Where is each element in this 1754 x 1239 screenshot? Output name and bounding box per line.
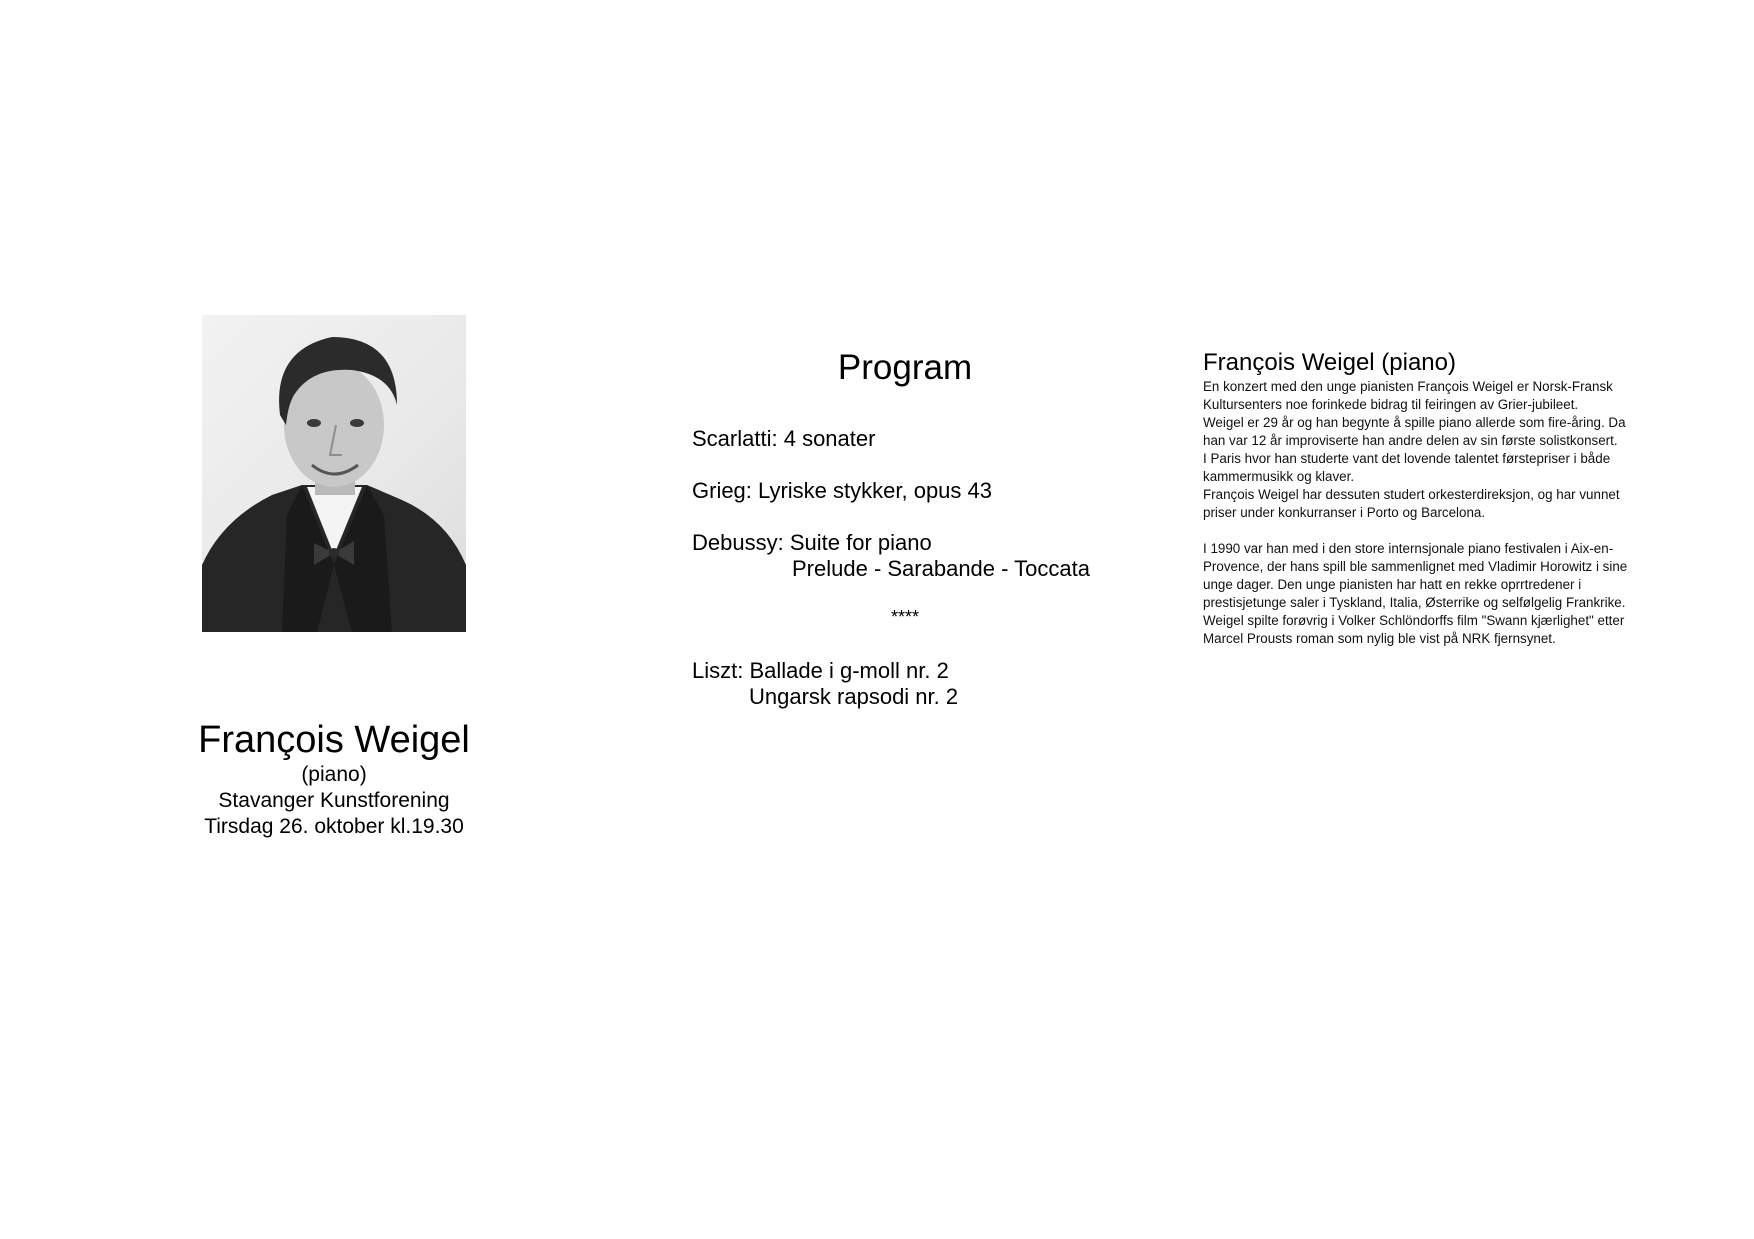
bio-line: Kultursenters noe forinkede bidrag til feiringen av Grier-jubileet. [1203,397,1579,412]
program-item-liszt [692,658,949,684]
bio-line: En konzert med den unge pianisten François Weigel er Norsk-Fransk [1203,379,1613,394]
work: Ballade i g-moll nr. 2 [749,658,949,683]
portrait-photo [202,315,466,632]
bio-line: kammermusikk og klaver. [1203,469,1355,484]
venue: Stavanger Kunstforening [218,789,450,812]
bio-line: Weigel spilte forøvrig i Volker Schlöndorffs film "Swann kjærlighet" etter [1203,613,1625,628]
intermission-separator: **** [890,607,920,627]
artist-instrument: (piano) [301,763,367,786]
work: 4 sonater [783,426,876,451]
bio-line: unge dager. Den unge pianisten har hatt en rekke oprrtredener i [1203,577,1582,592]
artist-name: François Weigel [198,719,470,761]
program-item-debussy [692,530,932,556]
pianist-portrait-image [202,315,466,632]
work: Suite for piano [789,530,932,555]
bio-line: han var 12 år improviserte han andre delen av sin første solistkonsert. [1203,433,1618,448]
bio-line: I Paris hvor han studerte vant det lovende talentet førstepriser i både [1203,451,1611,466]
artist-caption [150,718,518,840]
program-item-grieg [692,478,992,504]
bio-line: priser under konkurranser i Porto og Barcelona. [1203,505,1486,520]
biography-section [1203,348,1703,648]
composer: Grieg: [692,478,752,503]
composer: Liszt: [692,658,744,683]
biography-heading: François Weigel (piano) [1203,349,1456,376]
bio-line: prestisjetunge saler i Tyskland, Italia, Østerrike og selfølgelig Frankrike. [1203,595,1626,610]
bio-line: Provence, der hans spill ble sammenlignet med Vladimir Horowitz i sine [1203,559,1628,574]
program-item-scarlatti [692,426,875,452]
program-item-liszt-second: Ungarsk rapsodi nr. 2 [749,684,959,709]
program-item-debussy-movements: Prelude - Sarabande - Toccata [792,556,1090,581]
bio-line: Marcel Prousts roman som nylig ble vist på NRK fjernsynet. [1203,631,1556,646]
bio-line: François Weigel har dessuten studert orkesterdireksjon, og har vunnet [1203,487,1620,502]
bio-line: I 1990 var han med i den store internsjonale piano festivalen i Aix-en- [1203,541,1614,556]
bio-line: Weigel er 29 år og han begynte å spille piano allerde som fire-åring. Da [1203,415,1626,430]
composer: Debussy: [692,530,784,555]
program-title: Program [837,348,973,387]
concert-datetime: Tirsdag 26. oktober kl.19.30 [204,815,464,838]
composer: Scarlatti: [692,426,778,451]
work: Lyriske stykker, opus 43 [758,478,993,503]
